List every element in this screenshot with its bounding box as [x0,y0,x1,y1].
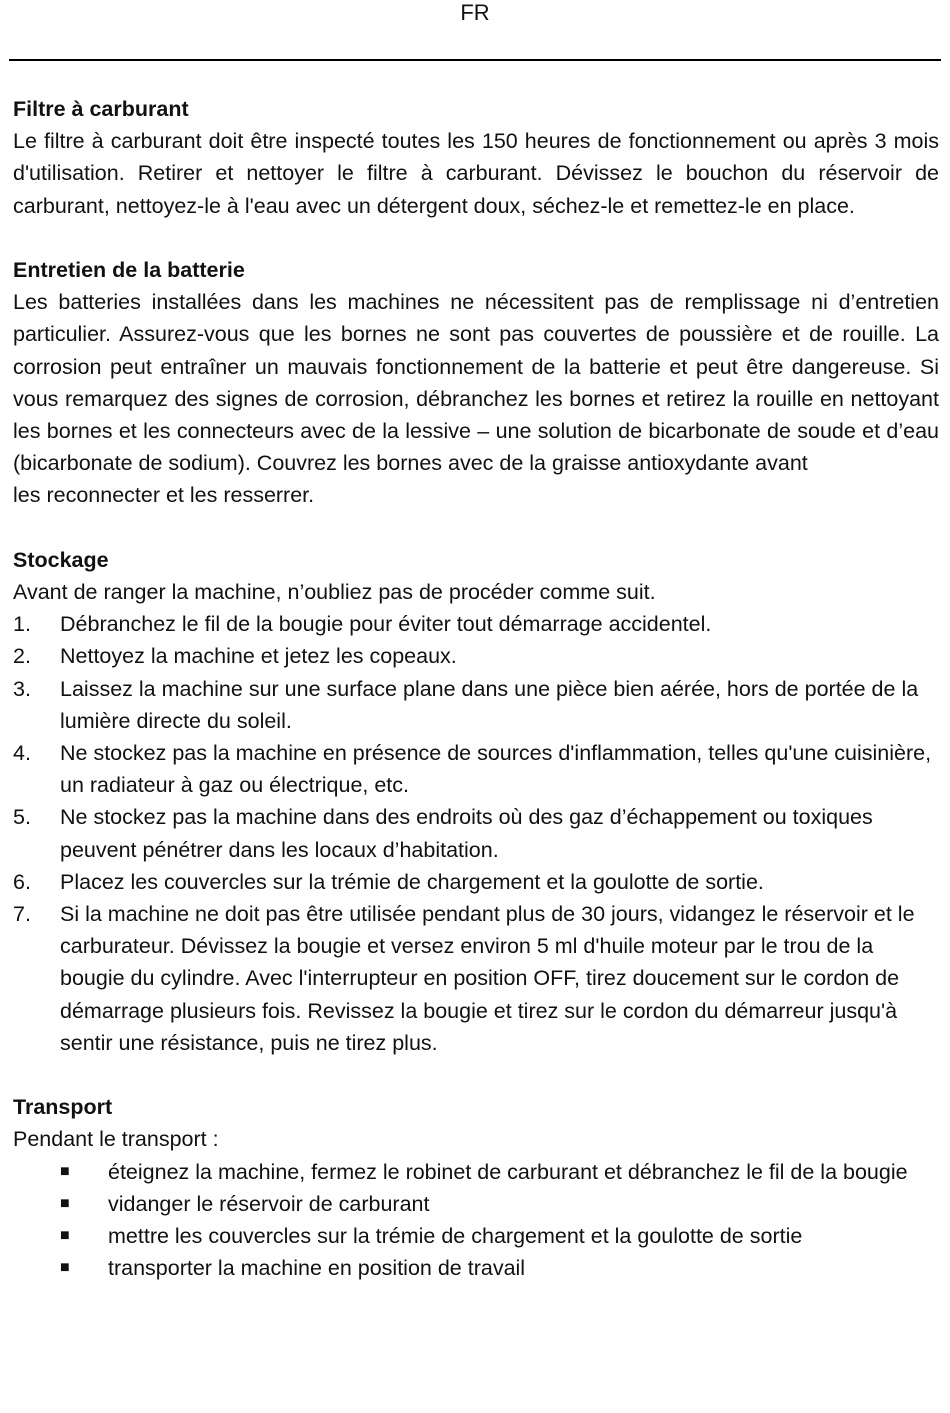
list-item [13,1252,939,1284]
section-battery [13,254,939,512]
section-paragraph: Les batteries installées dans les machines ne nécessitent pas de remplissage ni d’entretien particulier. Assurez-vous que les bornes ne sont pas couvertes de poussière et de rouille. La corrosion peut entraîner un mauvais fonctionnement de la batterie et peut être dangereuse. Si vous remarquez des signes de corrosion, débranchez les bornes et retirez la rouille en nettoyant les bornes et les connecteurs avec de la lessive – une solution de bicarbonate de soude et d’eau (bicarbonate de sodium). Couvrez les bornes avec de la graisse antioxydante avant [13,290,939,476]
list-item [13,673,939,737]
bullet-text: éteignez la machine, fermez le robinet de carburant et débranchez le fil de la bougie [108,1159,908,1184]
section-intro: Avant de ranger la machine, n’oubliez pas de procéder comme suit. [13,580,656,605]
header-divider [9,59,941,61]
list-item [13,1188,939,1220]
transport-bullet-list [13,1156,939,1285]
step-number: 2. [13,644,31,669]
step-number: 6. [13,869,31,894]
step-text: Ne stockez pas la machine en présence de sources d'inflammation, telles qu'une cuisinière, un radiateur à gaz ou électrique, etc. [60,741,932,798]
section-storage [13,544,939,1059]
square-bullet-icon: ■ [60,1227,70,1245]
section-paragraph: Le filtre à carburant doit être inspecté toutes les 150 heures de fonctionnement ou après 3 mois d'utilisation. Retirer et nettoyer le filtre à carburant. Dévissez le bouchon du réservoir de carburant, nettoyez-le à l'eau avec un détergent doux, séchez-le et remettez-le en place. [13,129,939,218]
step-number: 7. [13,902,31,927]
section-title: Entretien de la batterie [13,258,245,282]
list-item [13,608,939,640]
section-title: Filtre à carburant [13,97,189,121]
step-text: Nettoyez la machine et jetez les copeaux. [60,644,457,669]
list-item [13,898,939,1059]
section-fuel-filter [13,93,939,222]
step-number: 3. [13,676,31,701]
square-bullet-icon: ■ [60,1259,70,1277]
section-intro: Pendant le transport : [13,1127,219,1152]
section-paragraph-end: les reconnecter et les resserrer. [13,483,315,508]
section-transport [13,1091,939,1284]
list-item [13,1156,939,1188]
step-text: Débranchez le fil de la bougie pour éviter tout démarrage accidentel. [60,612,712,637]
list-item [13,801,939,865]
document-body [13,93,939,1284]
square-bullet-icon: ■ [60,1162,70,1180]
step-number: 5. [13,805,31,830]
step-number: 4. [13,741,31,766]
step-text: Ne stockez pas la machine dans des endroits où des gaz d’échappement ou toxiques peuvent pénétrer dans les locaux d’habitation. [60,805,873,862]
bullet-text: mettre les couvercles sur la trémie de chargement et la goulotte de sortie [108,1224,803,1249]
step-text: Si la machine ne doit pas être utilisée pendant plus de 30 jours, vidangez le réservoir et le carburateur. Dévissez la bougie et versez environ 5 ml d'huile moteur par le trou de la bougie du cylindre. Avec l'interrupteur en position OFF, tirez doucement sur le cordon de démarrage plusieurs fois. Revissez la bougie et tirez sur le cordon du démarreur jusqu'à sentir une résistance, puis ne tirez plus. [60,902,915,1055]
section-title: Transport [13,1095,113,1120]
bullet-text: transporter la machine en position de travail [108,1256,526,1281]
section-title: Stockage [13,547,109,572]
step-text: Placez les couvercles sur la trémie de chargement et la goulotte de sortie. [60,869,764,894]
step-number: 1. [13,612,31,637]
storage-steps-list [13,608,939,1059]
square-bullet-icon: ■ [60,1194,70,1212]
list-item [13,866,939,898]
list-item [13,1220,939,1252]
list-item [13,737,939,801]
step-text: Laissez la machine sur une surface plane dans une pièce bien aérée, hors de portée de la lumière directe du soleil. [60,676,919,733]
list-item [13,640,939,672]
bullet-text: vidanger le réservoir de carburant [108,1191,430,1216]
page-language-label: FR [460,0,490,25]
